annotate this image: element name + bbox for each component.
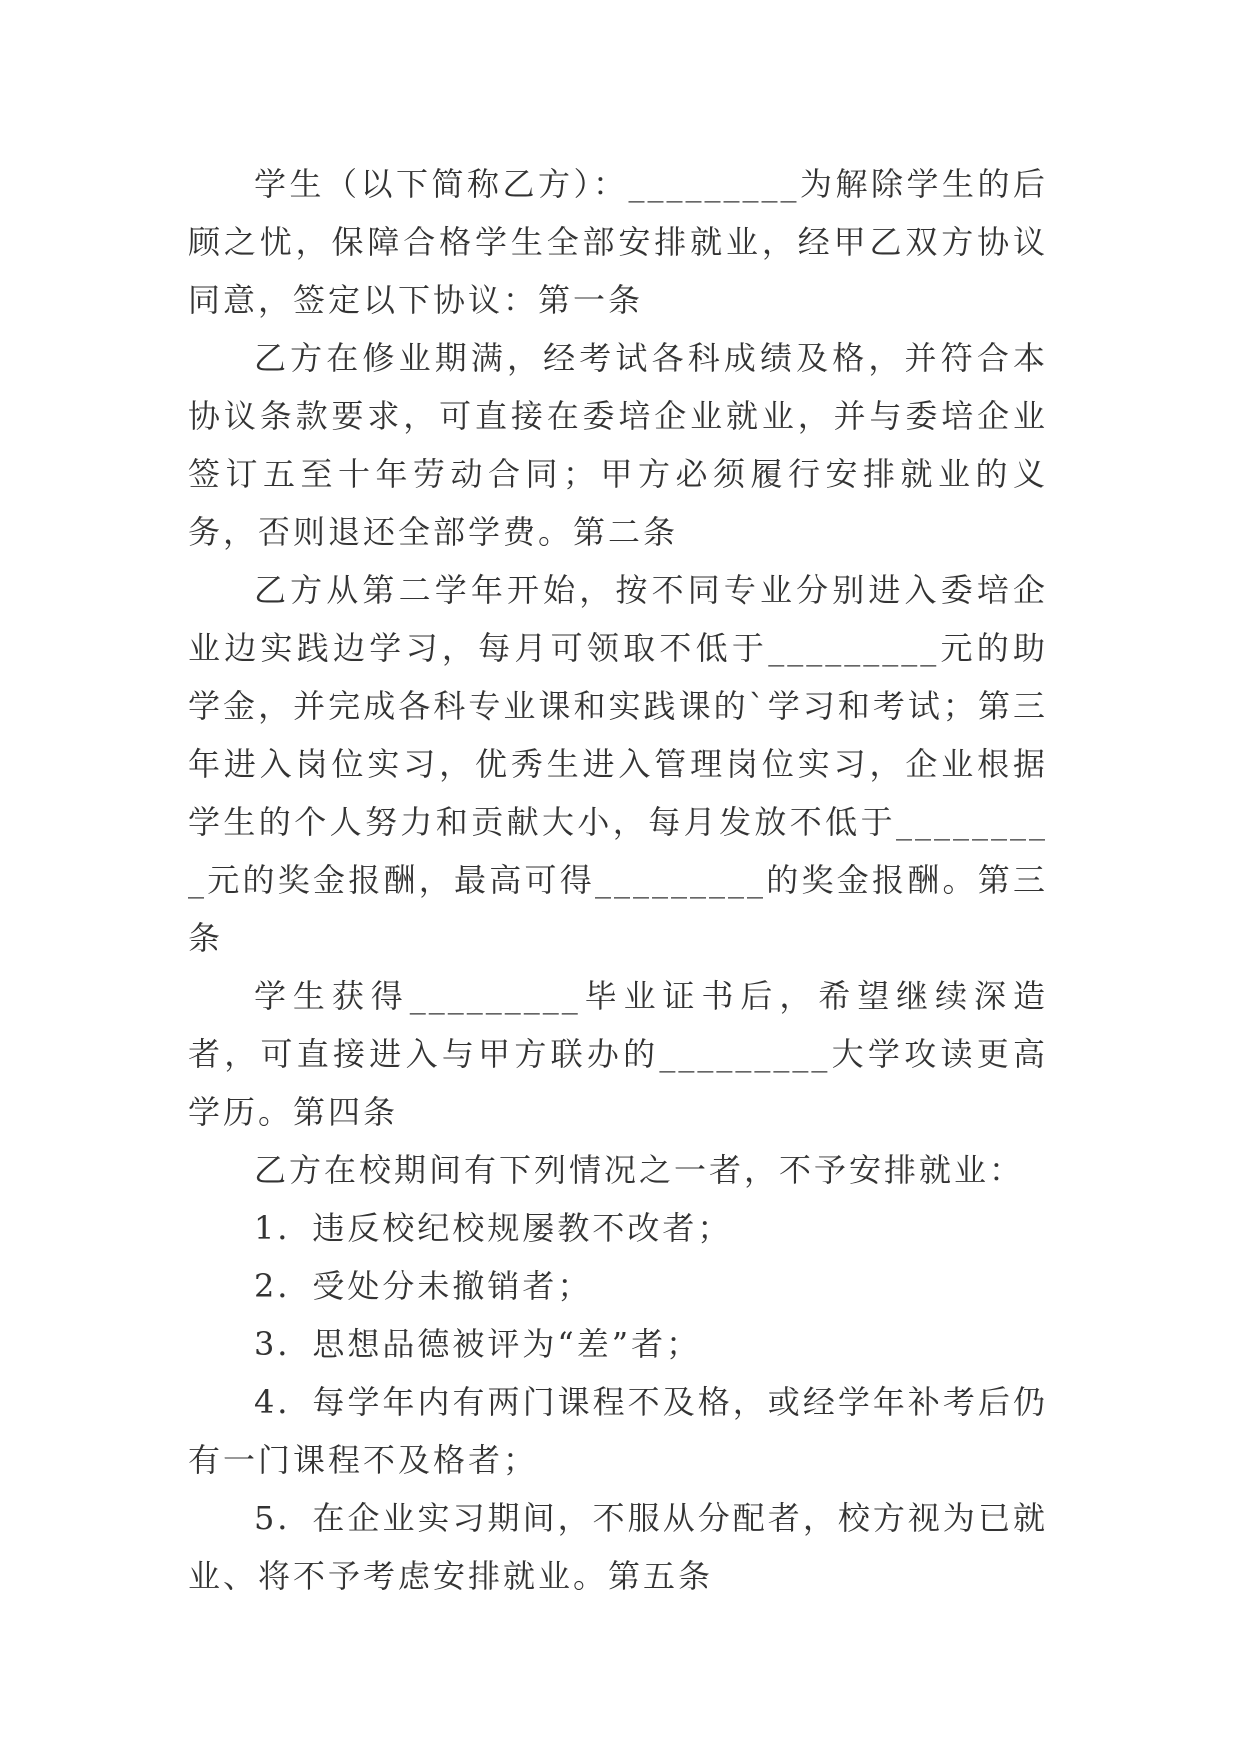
paragraph-article-2: 乙方从第二学年开始，按不同专业分别进入委培企业边实践边学习，每月可领取不低于_________元的助学金，并完成各科专业课和实践课的`学习和考试；第三年进入岗位实习，优秀生进入管理岗位实习，企业根据学生的个人努力和贡献大小，每月发放不低于_________元的奖金报酬，最高可得_________的奖金报酬。第三条 (188, 571, 1048, 957)
list-item-1: 1．违反校纪校规屡教不改者； (254, 1209, 733, 1247)
paragraph-article-3: 学生获得_________毕业证书后，希望继续深造者，可直接进入与甲方联办的_________大学攻读更高学历。第四条 (188, 977, 1048, 1131)
document-body (188, 155, 1048, 1605)
list-item-4: 4．每学年内有两门课程不及格，或经学年补考后仍有一门课程不及格者； (188, 1383, 1048, 1479)
paragraph-intro: 学生（以下简称乙方）：_________为解除学生的后顾之忧，保障合格学生全部安排就业，经甲乙双方协议同意，签定以下协议：第一条 (188, 165, 1048, 319)
paragraph-article-1: 乙方在修业期满，经考试各科成绩及格，并符合本协议条款要求，可直接在委培企业就业，并与委培企业签订五至十年劳动合同；甲方必须履行安排就业的义务，否则退还全部学费。第二条 (188, 339, 1048, 551)
list-item-2: 2．受处分未撤销者； (254, 1267, 593, 1305)
list-item-5: 5．在企业实习期间，不服从分配者，校方视为已就业、将不予考虑安排就业。第五条 (188, 1499, 1048, 1595)
list-item-3: 3．思想品德被评为“差”者； (254, 1325, 702, 1363)
paragraph-article-4-intro: 乙方在校期间有下列情况之一者，不予安排就业： (254, 1151, 1025, 1189)
